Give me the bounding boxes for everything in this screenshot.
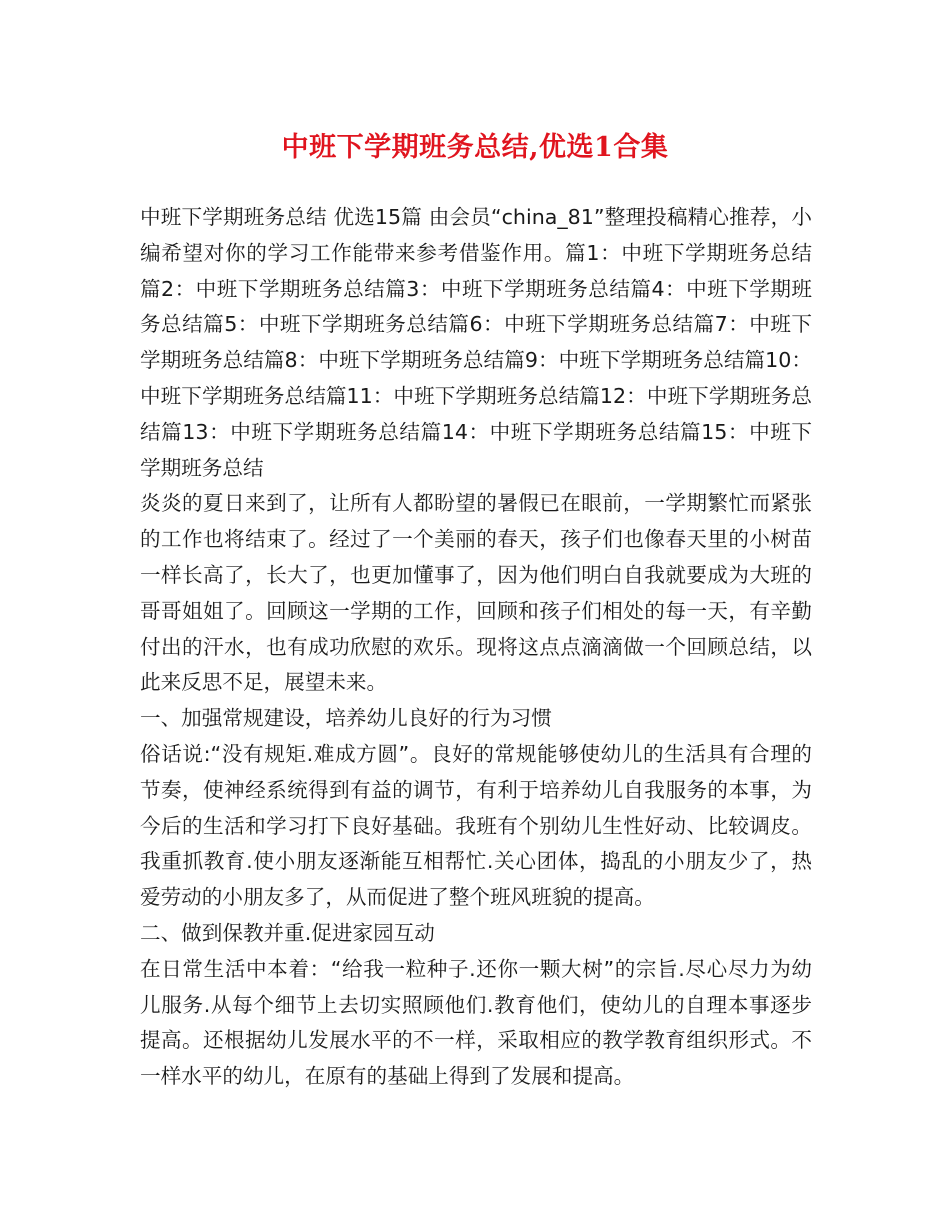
document-title: 中班下学期班务总结,优选1合集 (281, 132, 669, 163)
intro-paragraph: 中班下学期班务总结 优选15篇 由会员“china_81”整理投稿精心推荐，小编希望对你的学习工作能带来参考借鉴作用。篇1：中班下学期班务总结篇2：中班下学期班务总结篇3：中班下学期班务总结篇4：中班下学期班务总结篇5：中班下学期班务总结篇6：中班下学期班务总结篇7：中班下学期班务总结篇8：中班下学期班务总结篇9：中班下学期班务总结篇10：中班下学期班务总结篇11：中班下学期班务总结篇12：中班下学期班务总结篇13：中班下学期班务总结篇14：中班下学期班务总结篇15：中班下学期班务总结 (140, 205, 812, 480)
section-2-paragraph: 在日常生活中本着：“给我一粒种子.还你一颗大树”的宗旨.尽心尽力为幼儿服务.从每个细节上去切实照顾他们.教育他们，使幼儿的自理本事逐步提高。还根据幼儿发展水平的不一样，采取相应的教学教育组织形式。不一样水平的幼儿，在原有的基础上得到了发展和提高。 (140, 956, 812, 1089)
section-1-paragraph: 俗话说:“没有规矩.难成方圆”。良好的常规能够使幼儿的生活具有合理的节奏，使神经系统得到有益的调节，有利于培养幼儿自我服务的本事，为今后的生活和学习打下良好基础。我班有个别幼儿生性好动、比较调皮。我重抓教育.使小朋友逐渐能互相帮忙.关心团体，捣乱的小朋友少了，热爱劳动的小朋友多了，从而促进了整个班风班貌的提高。 (140, 741, 812, 910)
opening-paragraph: 炎炎的夏日来到了，让所有人都盼望的暑假已在眼前，一学期繁忙而紧张的工作也将结束了。经过了一个美丽的春天，孩子们也像春天里的小树苗一样长高了，长大了，也更加懂事了，因为他们明白自我就要成为大班的哥哥姐姐了。回顾这一学期的工作，回顾和孩子们相处的每一天，有辛勤付出的汗水，也有成功欣慰的欢乐。现将这点点滴滴做一个回顾总结，以此来反思不足，展望未来。 (140, 491, 812, 695)
section-heading-2: 二、做到保教并重.促进家园互动 (140, 920, 435, 945)
document-body (140, 200, 812, 1095)
section-heading-1: 一、加强常规建设，培养幼儿良好的行为习惯 (140, 706, 552, 731)
